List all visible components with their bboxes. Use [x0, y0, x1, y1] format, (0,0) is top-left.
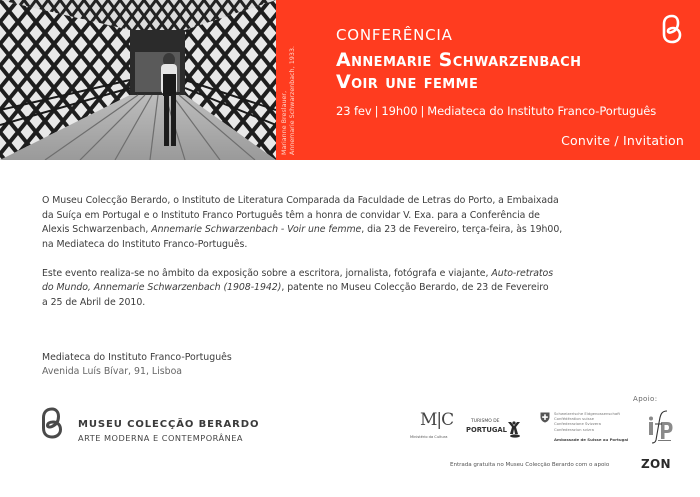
venue-address: Avenida Luís Bívar, 91, Lisboa	[42, 366, 183, 377]
text-line: da Suíça em Portugal e o Instituto Franco Português têm a honra de convidar V. Exa. para a Conferência de	[42, 209, 540, 221]
zon-logo: ZON	[641, 457, 671, 471]
photo-credit-author: Marianne Breslauer,	[281, 90, 288, 155]
text-segment: , dia 23 de Fevereiro, terça-feira, às 19h00,	[361, 224, 563, 235]
lecture-title: Annemarie Schwarzenbach - Voir une femme	[151, 224, 362, 235]
event-title-speaker: Annemarie Schwarzenbach	[336, 49, 582, 71]
museum-subtitle: ARTE MODERNA E CONTEMPORÂNEA	[78, 433, 244, 443]
text-segment: Este evento realiza-se no âmbito da exposição sobre a escritora, jornalista, fotógrafa e viajante,	[42, 267, 492, 279]
swiss-shield-icon	[540, 412, 550, 423]
text-line: a 25 de Abril de 2010.	[42, 296, 146, 308]
venue-name: Mediateca do Instituto Franco-Português	[42, 352, 232, 363]
event-details	[336, 104, 656, 118]
ifp-logo-icon	[645, 410, 675, 444]
free-entry-note: Entrada gratuita no Museu Colecção Berardo com o apoio	[450, 462, 610, 468]
portugal-label: PORTUGAL	[466, 426, 508, 434]
event-date: 23 fev	[336, 104, 372, 118]
turismo-portugal-logo	[466, 419, 526, 443]
swiss-confederation-names	[554, 411, 620, 432]
photo-credit	[281, 15, 297, 155]
swiss-name-fr: Confédération suisse	[554, 416, 594, 422]
bridge-photo-image	[0, 0, 276, 160]
text-line	[42, 223, 662, 238]
swiss-name-it: Confederazione Svizzera	[554, 421, 601, 427]
separator: |	[420, 104, 425, 118]
ministry-mark: M|C	[420, 410, 454, 430]
ministry-of-culture-logo	[410, 410, 460, 444]
text-line: na Mediateca do Instituto Franco-Português.	[42, 238, 248, 250]
invitation-paragraph-2	[42, 267, 662, 311]
turismo-figure-icon	[506, 420, 522, 438]
swiss-embassy-label: Ambassade de Suisse au Portugal	[554, 437, 629, 442]
event-title-subtitle: Voir une femme	[336, 71, 479, 93]
text-segment: , patente no Museu Colecção Berardo, de 23 de Fevereiro	[281, 282, 549, 293]
ministry-caption: Ministério da Cultura	[410, 435, 448, 439]
text-line: O Museu Colecção Berardo, o Instituto de Literatura Comparada da Faculdade de Letras do Porto, a Embaixada	[42, 195, 559, 206]
berardo-loop-icon	[40, 407, 64, 439]
swiss-name-de: Schweizerische Eidgenossenschaft	[554, 411, 620, 416]
invitation-header	[0, 0, 700, 160]
text-line	[42, 267, 662, 282]
berardo-loop-icon	[661, 14, 683, 44]
invitation-paragraph-1	[42, 194, 662, 252]
separator: |	[374, 104, 379, 118]
text-line	[42, 281, 662, 296]
event-venue: Mediateca do Instituto Franco-Português	[427, 104, 657, 118]
exhibition-title-cont: do Mundo, Annemarie Schwarzenbach (1908-1942)	[42, 282, 282, 293]
museum-name: MUSEU COLECÇÃO BERARDO	[78, 419, 260, 430]
photo-credit-subject: Annemarie Schwarzenbach, 1933.	[289, 45, 296, 155]
turismo-label: TURISMO DE	[471, 419, 500, 424]
swiss-name-rm: Confederaziun svizra	[554, 426, 594, 432]
support-label: Apoio:	[633, 395, 658, 403]
event-type: CONFERÊNCIA	[336, 26, 453, 44]
venue-block	[42, 351, 232, 379]
invitation-label: Convite / Invitation	[561, 133, 684, 148]
exhibition-title: Auto-retratos	[491, 267, 554, 279]
swiss-embassy-logo	[540, 411, 629, 445]
bridge-photo	[0, 0, 276, 160]
event-time: 19h00	[381, 104, 418, 118]
invitation-body	[42, 194, 662, 325]
text-segment: Alexis Schwarzenbach,	[42, 224, 152, 235]
